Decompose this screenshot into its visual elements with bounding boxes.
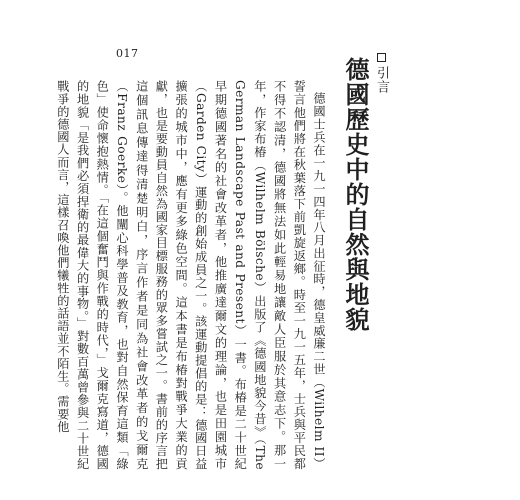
section-label [375, 53, 388, 94]
body-paragraph: 德國士兵在一九一四年八月出征時，德皇威廉二世（Wilhelm II）誓言他們將在秋葉落下前凱旋返鄉。時至一九一五年，士兵與平民都不得不認清，德國將無法如此輕易地讓敵人臣服於其意志下。那一年，作家布椿（Wilhelm Bölsche）出版了《德國地貌今昔》（The German Landscape Past and Present）一書。布椿是二十世紀早期德國著名的社會改革者，他推廣達爾文的理論，也是田園城市（Garden City）運動的創始成員之一。該運動提倡的是：德國日益擴張的城市中，應有更多綠色空間。這本書是布椿對戰爭大業的貢獻，也是要動員自然為國家目標服務的眾多嘗試之一。書前的序言把這個訊息傳達得清楚明白，序言作者是同為社會改革者的戈爾克（Franz Goerke）。他闡心科學普及教育，也對自然保育這類「綠色」使命懷抱熱情。「在這個奮鬥與作戰的時代，」戈爾克寫道，德國的地貌「是我們必須捍衛的最偉大的事物。」對數百萬曾參與二十世紀戰爭的德國人而言，這樣召喚他們犧牲的話語並不陌生。需要他 [55, 80, 326, 470]
section-header [343, 53, 388, 332]
body-text [55, 80, 328, 470]
section-label-text: 引言 [374, 66, 389, 94]
square-bullet-icon [377, 53, 386, 62]
chapter-title: 德國歷史中的自然與地貌 [341, 57, 370, 332]
page-number: 017 [116, 47, 139, 60]
